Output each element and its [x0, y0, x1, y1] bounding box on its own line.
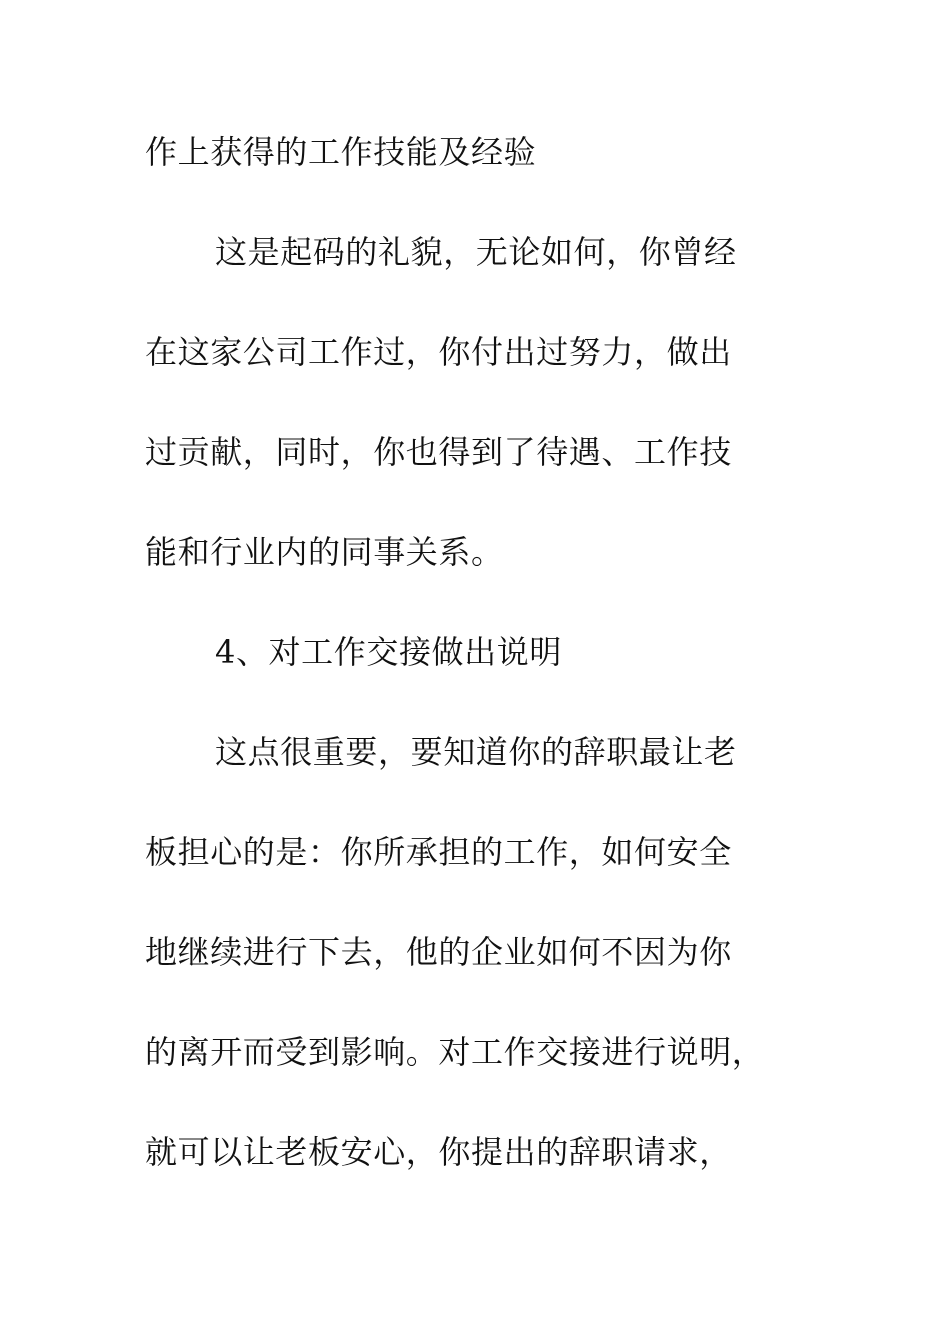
text-line: 地继续进行下去，他的企业如何不因为你 [145, 933, 732, 971]
paragraph-start-line: 这是起码的礼貌，无论如何，你曾经 [215, 233, 737, 271]
text-line: 过贡献，同时，你也得到了待遇、工作技 [145, 433, 732, 471]
text-line: 就可以让老板安心，你提出的辞职请求， [145, 1133, 732, 1171]
text-line: 在这家公司工作过，你付出过努力，做出 [145, 333, 732, 371]
section-heading: 4、对工作交接做出说明 [215, 633, 562, 671]
text-line: 的离开而受到影响。对工作交接进行说明， [145, 1033, 765, 1071]
text-line: 作上获得的工作技能及经验 [145, 133, 537, 171]
paragraph-start-line: 这点很重要，要知道你的辞职最让老 [215, 733, 737, 771]
text-line: 板担心的是：你所承担的工作，如何安全 [145, 833, 732, 871]
text-line: 能和行业内的同事关系。 [145, 533, 504, 571]
